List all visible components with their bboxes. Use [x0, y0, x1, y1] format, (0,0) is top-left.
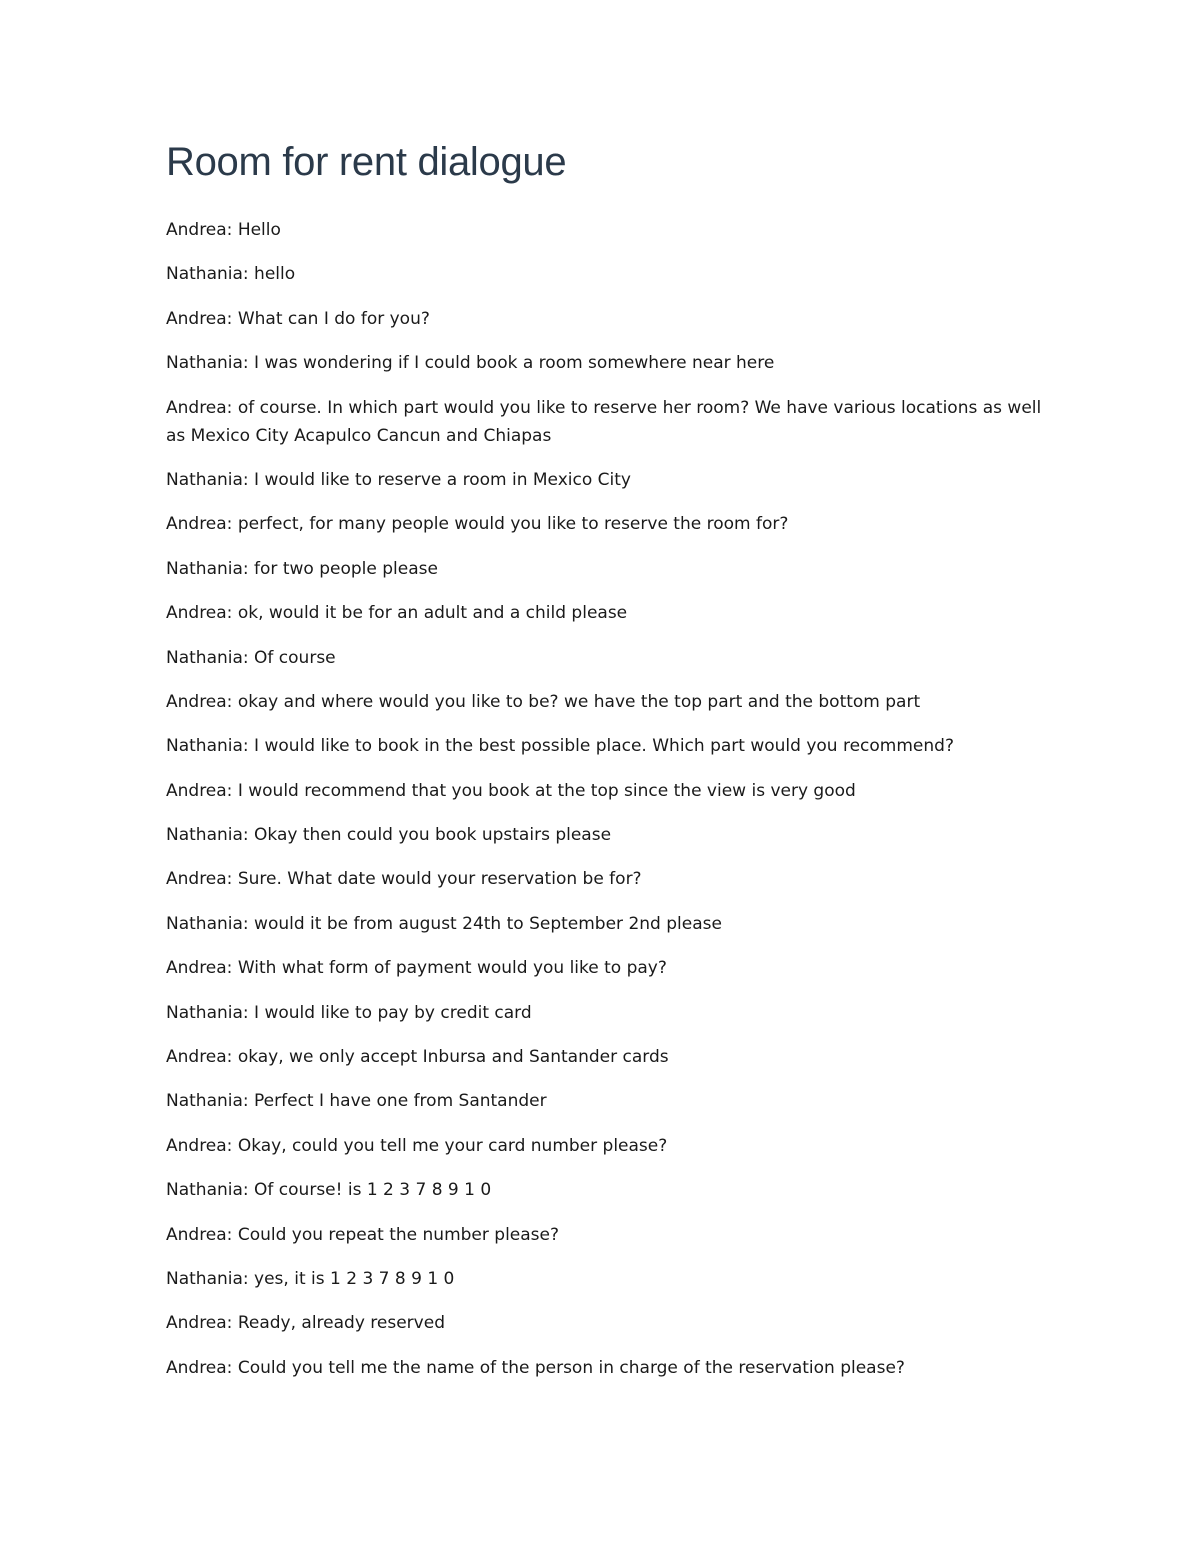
dialogue-line: Nathania: I would like to book in the best possible place. Which part would you recommend? [166, 736, 954, 757]
dialogue-line: Nathania: yes, it is 1 2 3 7 8 9 1 0 [166, 1268, 455, 1289]
dialogue-line: Andrea: Sure. What date would your reservation be for? [166, 869, 642, 890]
dialogue-line: Andrea: ok, would it be for an adult and a child please [166, 603, 628, 624]
dialogue-line: Andrea: I would recommend that you book at the top since the view is very good [166, 780, 856, 801]
dialogue-line: Nathania: I would like to reserve a room in Mexico City [166, 469, 631, 490]
dialogue-line: Andrea: Ready, already reserved [166, 1313, 445, 1334]
dialogue-line: Nathania: for two people please [166, 558, 438, 579]
dialogue-line: Andrea: of course. In which part would you like to reserve her room? We have various locations as well as Mexico City Acapulco Cancun and Chiapas [166, 397, 1042, 446]
document-title: Room for rent dialogue [166, 140, 567, 184]
dialogue-line: Nathania: Of course! is 1 2 3 7 8 9 1 0 [166, 1180, 492, 1201]
dialogue-line: Andrea: Could you tell me the name of the person in charge of the reservation please? [166, 1357, 905, 1378]
dialogue-line: Nathania: hello [166, 264, 296, 285]
dialogue-line: Nathania: Of course [166, 647, 336, 668]
dialogue-line: Nathania: I would like to pay by credit card [166, 1002, 532, 1023]
dialogue-line: Andrea: Okay, could you tell me your card number please? [166, 1135, 668, 1156]
dialogue-line: Andrea: Hello [166, 220, 281, 240]
dialogue-line: Nathania: Perfect I have one from Santander [166, 1091, 547, 1112]
dialogue-line: Nathania: I was wondering if I could book a room somewhere near here [166, 353, 775, 374]
dialogue-line: Andrea: okay, we only accept Inbursa and Santander cards [166, 1047, 669, 1068]
dialogue-line: Nathania: would it be from august 24th to September 2nd please [166, 913, 722, 934]
dialogue-line: Andrea: perfect, for many people would you like to reserve the room for? [166, 514, 789, 535]
dialogue-line: Andrea: With what form of payment would you like to pay? [166, 958, 667, 979]
dialogue-line: Andrea: What can I do for you? [166, 308, 430, 329]
dialogue-line: Andrea: okay and where would you like to be? we have the top part and the bottom part [166, 691, 921, 712]
dialogue-lines [166, 216, 1046, 1398]
dialogue-line: Andrea: Could you repeat the number please? [166, 1224, 560, 1245]
dialogue-line: Nathania: Okay then could you book upstairs please [166, 825, 612, 846]
